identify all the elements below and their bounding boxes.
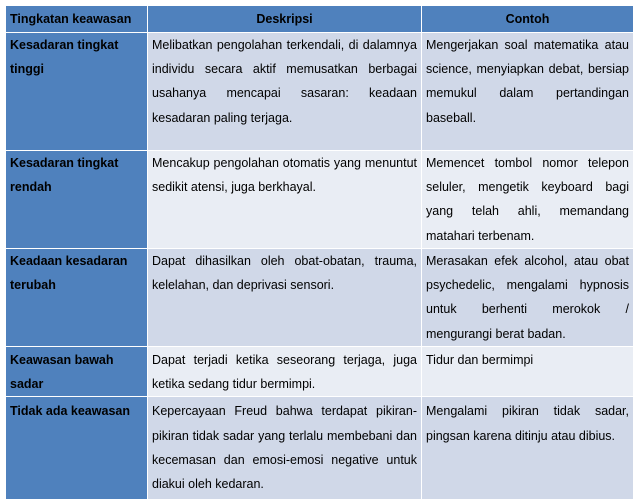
consciousness-levels-table <box>5 5 634 500</box>
table-row <box>6 397 634 500</box>
example-cell: Mengerjakan soal matematika atau science, menyiapkan debat, bersiap memukul dalam pertandingan baseball. <box>422 33 634 151</box>
consciousness-table-container <box>5 5 633 500</box>
table-row <box>6 249 634 347</box>
header-contoh: Contoh <box>422 6 634 33</box>
level-cell: Tidak ada keawasan <box>6 397 148 500</box>
table-header-row <box>6 6 634 33</box>
level-cell: Kesadaran tingkat tinggi <box>6 33 148 151</box>
description-cell: Dapat dihasilkan oleh obat-obatan, trauma, kelelahan, dan deprivasi sensori. <box>148 249 422 347</box>
description-cell: Melibatkan pengolahan terkendali, di dalamnya individu secara aktif memusatkan berbagai usahanya mencapai sasaran: keadaan kesadaran paling terjaga. <box>148 33 422 151</box>
example-cell: Memencet tombol nomor telepon seluler, mengetik keyboard bagi yang telah ahli, memandang matahari terbenam. <box>422 151 634 249</box>
table-row <box>6 33 634 151</box>
example-cell: Tidur dan bermimpi <box>422 347 634 397</box>
description-cell: Mencakup pengolahan otomatis yang menuntut sedikit atensi, juga berkhayal. <box>148 151 422 249</box>
description-cell: Kepercayaan Freud bahwa terdapat pikiran-pikiran tidak sadar yang terlalu membebani dan kecemasan dan emosi-emosi negative untuk diakui oleh kedaran. <box>148 397 422 500</box>
description-cell: Dapat terjadi ketika seseorang terjaga, juga ketika sedang tidur bermimpi. <box>148 347 422 397</box>
level-cell: Keadaan kesadaran terubah <box>6 249 148 347</box>
table-row <box>6 347 634 397</box>
level-cell: Keawasan bawah sadar <box>6 347 148 397</box>
table-row <box>6 151 634 249</box>
header-deskripsi: Deskripsi <box>148 6 422 33</box>
example-cell: Mengalami pikiran tidak sadar, pingsan karena ditinju atau dibius. <box>422 397 634 500</box>
level-cell: Kesadaran tingkat rendah <box>6 151 148 249</box>
example-cell: Merasakan efek alcohol, atau obat psychedelic, mengalami hypnosis untuk berhenti merokok / mengurangi berat badan. <box>422 249 634 347</box>
header-tingkatan: Tingkatan keawasan <box>6 6 148 33</box>
